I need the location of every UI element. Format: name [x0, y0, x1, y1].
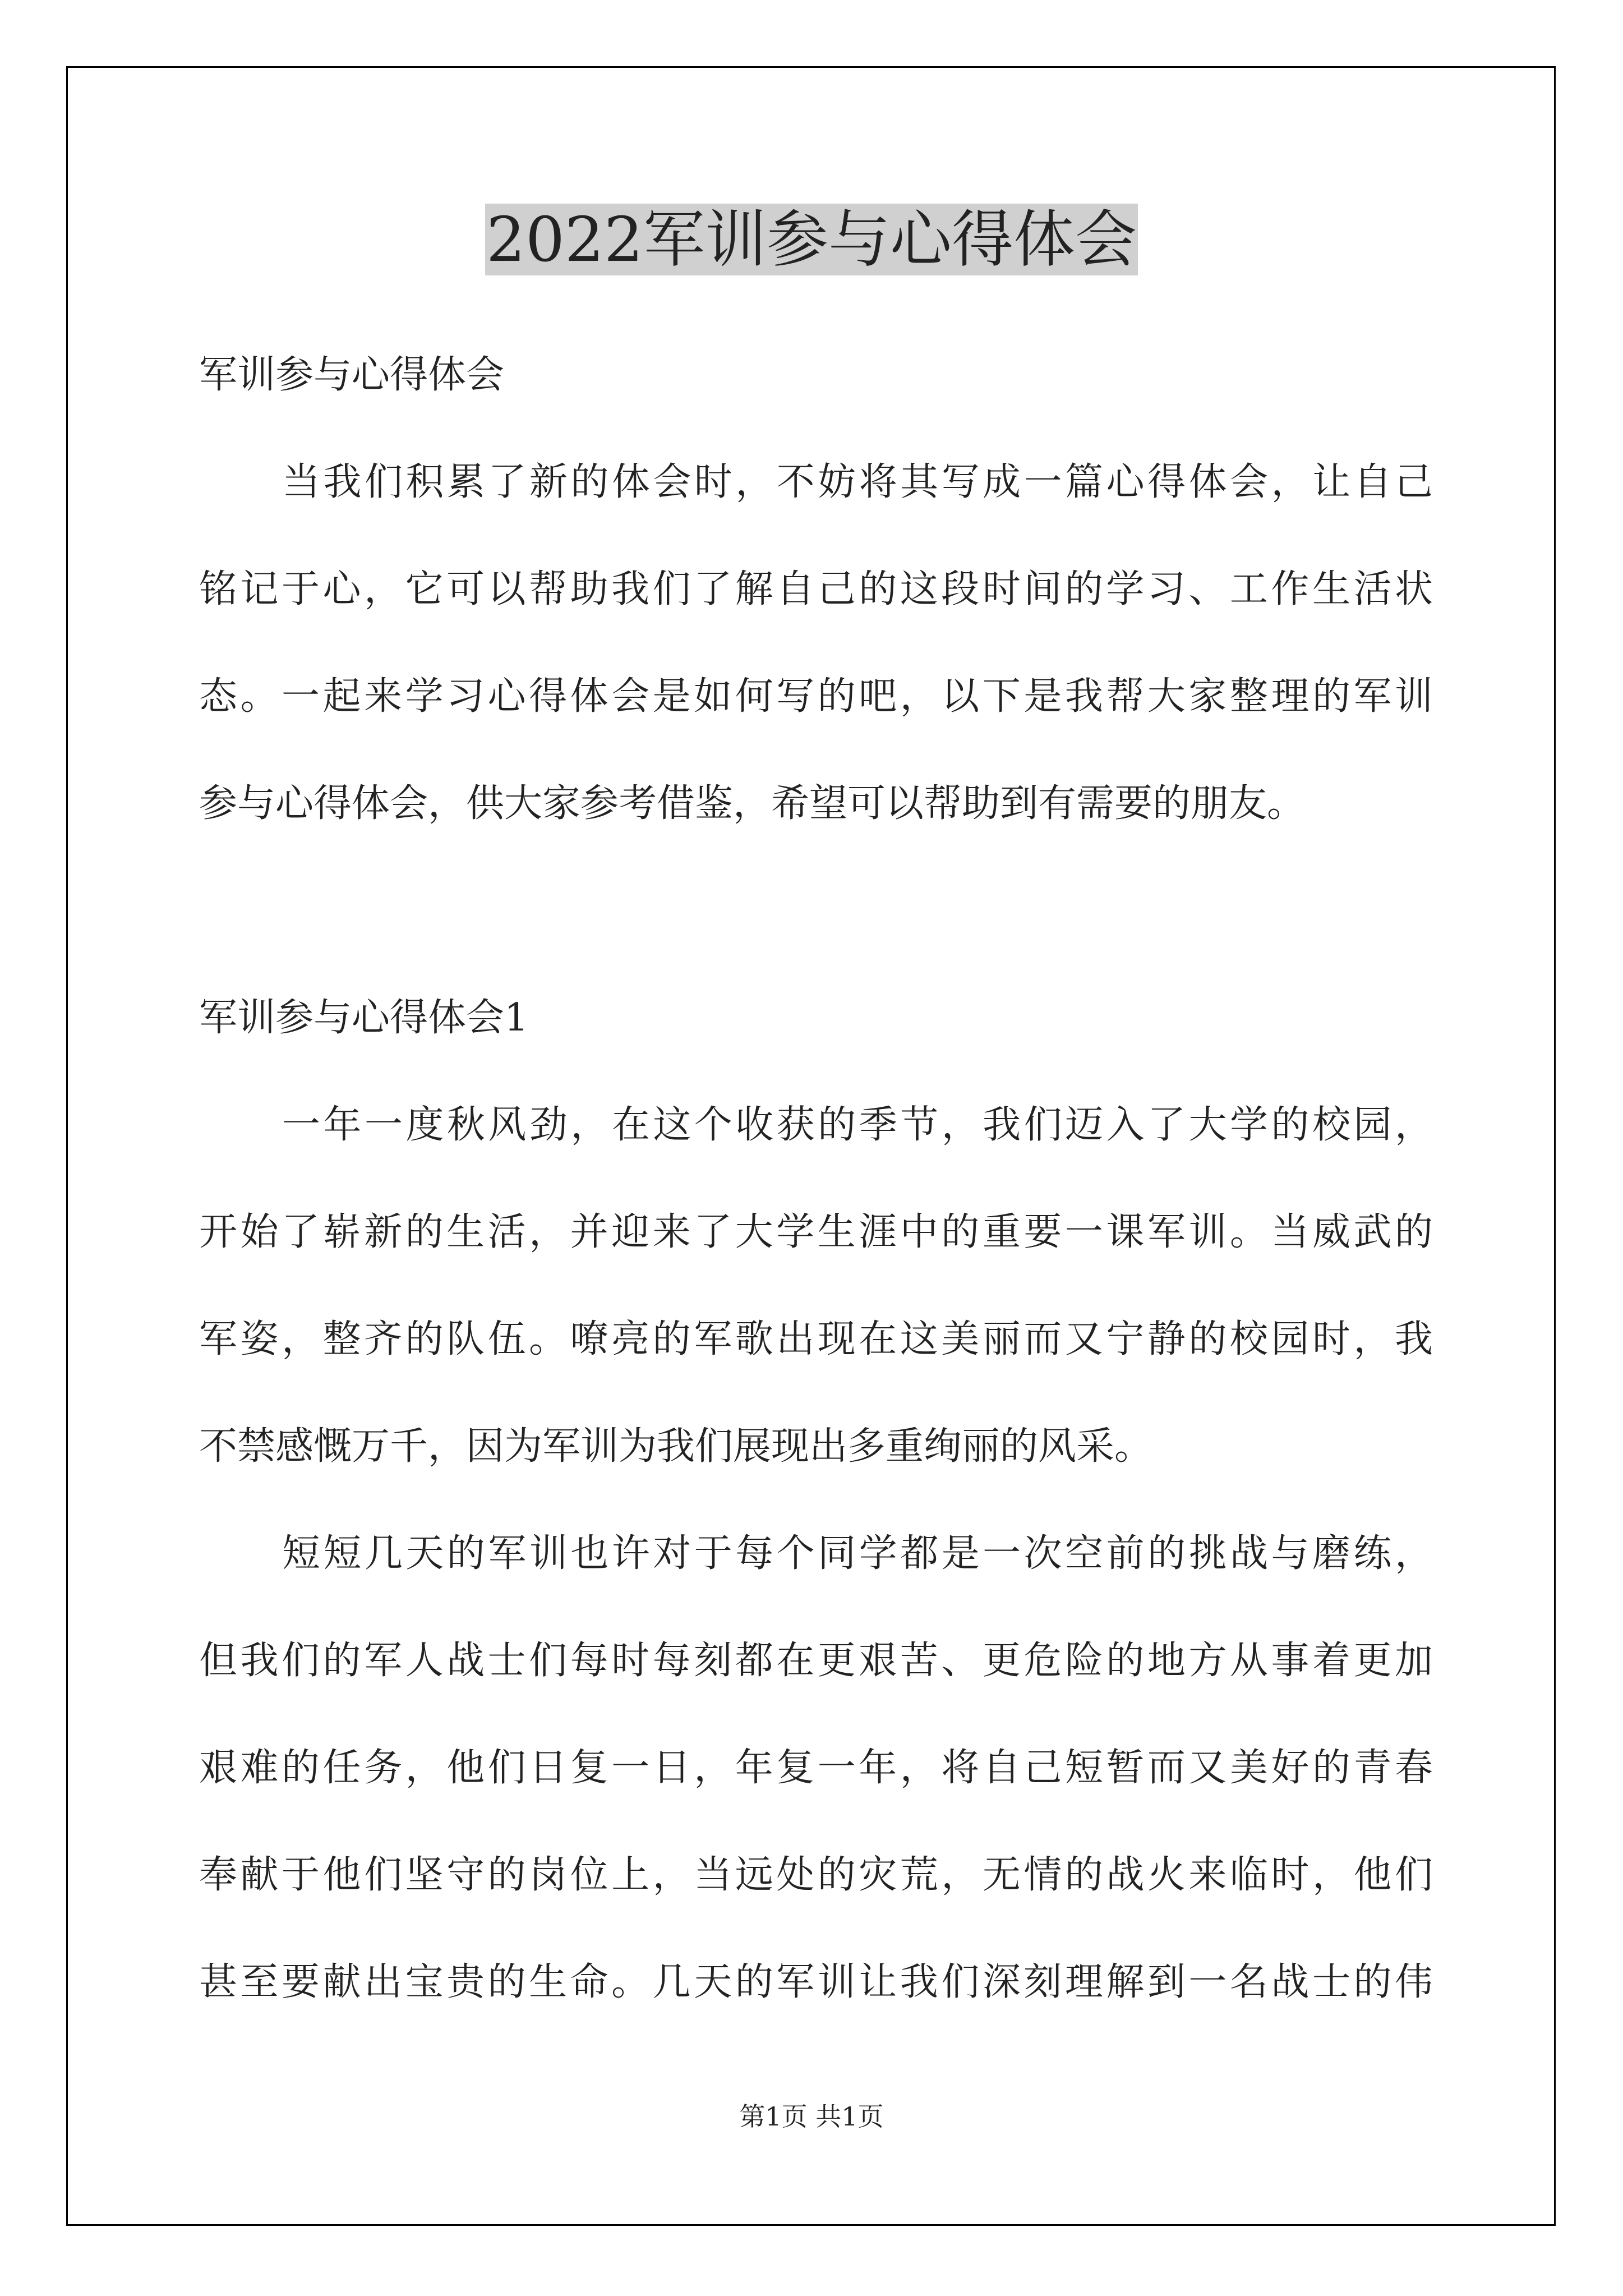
- document-title: [0, 197, 1623, 282]
- section1-paragraph-2: [199, 1526, 1433, 2062]
- page-footer: 第1页 共1页: [739, 2101, 884, 2132]
- blank-line: [199, 884, 1433, 991]
- intro-heading: 军训参与心得体会: [199, 353, 505, 397]
- paragraph-line: 当我们积累了新的体会时，不妨将其写成一篇心得体会，让自己: [282, 460, 1433, 504]
- section1-paragraph-1: [199, 1098, 1433, 1526]
- intro-paragraph: [199, 455, 1433, 884]
- section1-heading: 军训参与心得体会1: [199, 996, 529, 1040]
- document-body: [199, 348, 1433, 2062]
- paragraph-line: 但我们的军人战士们每时每刻都在更艰苦、更危险的地方从事着更加: [199, 1639, 1433, 1683]
- paragraph-line: 铭记于心，它可以帮助我们了解自己的这段时间的学习、工作生活状: [199, 567, 1433, 611]
- paragraph-line: 参与心得体会，供大家参考借鉴，希望可以帮助到有需要的朋友。: [199, 781, 1306, 826]
- paragraph-line: 一年一度秋风劲，在这个收获的季节，我们迈入了大学的校园，: [282, 1103, 1433, 1147]
- document-title-text: 2022军训参与心得体会: [486, 204, 1137, 275]
- paragraph-line: 短短几天的军训也许对于每个同学都是一次空前的挑战与磨练，: [282, 1531, 1433, 1576]
- paragraph-line: 态。一起来学习心得体会是如何写的吧，以下是我帮大家整理的军训: [199, 674, 1433, 719]
- paragraph-line: 艰难的任务，他们日复一日，年复一年，将自己短暂而又美好的青春: [199, 1746, 1433, 1790]
- paragraph-line: 军姿，整齐的队伍。嘹亮的军歌出现在这美丽而又宁静的校园时，我: [199, 1317, 1433, 1361]
- paragraph-line: 开始了崭新的生活，并迎来了大学生涯中的重要一课军训。当威武的: [199, 1210, 1433, 1254]
- paragraph-line: 甚至要献出宝贵的生命。几天的军训让我们深刻理解到一名战士的伟: [199, 1960, 1433, 2004]
- paragraph-line: 不禁感慨万千，因为军训为我们展现出多重绚丽的风采。: [199, 1424, 1153, 1469]
- paragraph-line: 奉献于他们坚守的岗位上，当远处的灾荒，无情的战火来临时，他们: [199, 1853, 1433, 1897]
